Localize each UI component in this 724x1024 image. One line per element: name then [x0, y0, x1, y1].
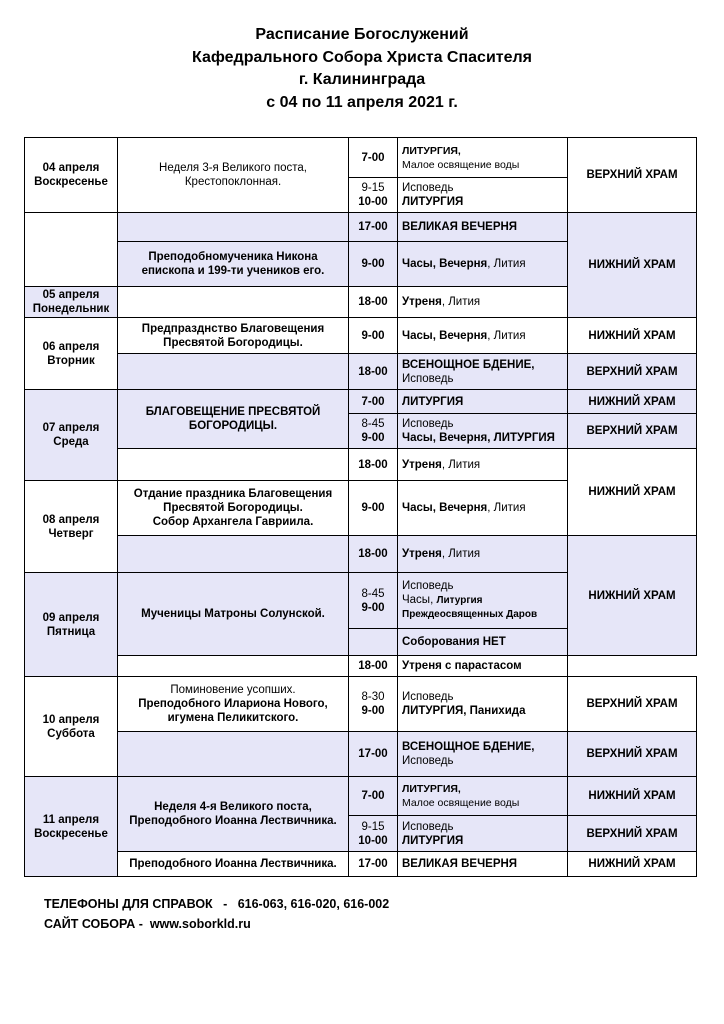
table-row — [25, 354, 697, 390]
cell-text: Утреня — [402, 296, 442, 308]
service-cell — [398, 852, 568, 877]
cell-text: 9-00 — [361, 705, 385, 717]
feast-cell — [118, 138, 349, 213]
feast-cell — [118, 242, 349, 287]
cell-text: 06 апреля — [42, 340, 100, 353]
service-cell — [398, 677, 568, 732]
cell-text: ВСЕНОЩНОЕ БДЕНИЕ, — [402, 741, 535, 753]
date-cell — [25, 287, 118, 318]
hall-cell — [568, 213, 697, 318]
title-line-4: с 04 по 11 апреля 2021 г. — [266, 93, 458, 111]
time-cell — [349, 318, 398, 354]
service-cell — [398, 287, 568, 318]
cell-text: Малое освящение воды — [402, 158, 520, 171]
service-cell — [398, 178, 568, 213]
date-cell — [25, 777, 118, 877]
cell-text: 17-00 — [358, 858, 388, 870]
cell-text: НИЖНИЙ ХРАМ — [588, 395, 676, 408]
feast-cell — [118, 777, 349, 852]
service-cell — [398, 354, 568, 390]
cell-text: НИЖНИЙ ХРАМ — [588, 259, 676, 271]
cell-text: Суббота — [47, 727, 95, 740]
cell-text: 8-45 — [361, 418, 385, 430]
feast-cell — [118, 656, 349, 677]
date-cell — [25, 138, 118, 213]
feast-cell — [118, 287, 349, 318]
feast-cell — [118, 390, 349, 449]
time-cell — [349, 354, 398, 390]
date-cell — [25, 213, 118, 287]
table-row — [25, 777, 697, 816]
service-cell — [398, 318, 568, 354]
cell-text: 9-00 — [361, 601, 385, 614]
feast-cell — [118, 318, 349, 354]
cell-text: Утреня — [402, 458, 442, 471]
time-cell — [349, 178, 398, 213]
cell-text: Неделя 3-я Великого поста, Крестопоклонная. — [159, 162, 307, 188]
time-cell — [349, 390, 398, 414]
feast-cell — [118, 354, 349, 390]
cell-text: Четверг — [48, 527, 94, 540]
cell-text: Неделя 4-я Великого поста, Преподобного Иоанна Лествичника. — [129, 801, 337, 827]
cell-text: 7-00 — [361, 395, 385, 408]
time-cell — [349, 629, 398, 656]
cell-text: 8-30 — [361, 691, 385, 703]
time-cell — [349, 138, 398, 178]
cell-text: 09 апреля — [42, 611, 100, 624]
cell-text: ЛИТУРГИЯ, — [402, 783, 461, 795]
cell-text: , Лития — [441, 548, 481, 560]
time-cell — [349, 677, 398, 732]
cell-text: Предпразднство Благовещения Пресвятой Богородицы. — [141, 322, 325, 349]
cell-text: 18-00 — [358, 365, 388, 378]
cell-text: Собор Архангела Гавриила. — [152, 516, 314, 528]
table-row — [25, 449, 697, 481]
time-cell — [349, 816, 398, 852]
cell-text: НИЖНИЙ ХРАМ — [588, 858, 676, 870]
cell-text: 18-00 — [358, 548, 388, 560]
hall-cell — [568, 449, 697, 536]
cell-text: Исповедь — [402, 820, 454, 833]
date-cell — [25, 677, 118, 777]
footer — [44, 894, 389, 934]
cell-text: ВЕРХНИЙ ХРАМ — [586, 827, 678, 840]
title-line-3: г. Калининграда — [298, 71, 426, 88]
cell-text: 10-00 — [358, 196, 388, 208]
cell-text: Утреня с парастасом — [402, 660, 522, 672]
cell-text: 9-00 — [361, 258, 385, 270]
cell-text: НИЖНИЙ ХРАМ — [588, 486, 676, 498]
service-cell — [398, 390, 568, 414]
cell-text: ЛИТУРГИЯ, Панихида — [402, 705, 526, 717]
cell-text: 7-00 — [361, 151, 385, 164]
cell-text: Пятница — [46, 625, 96, 638]
title-line-2: Кафедрального Собора Христа Спасителя — [191, 48, 533, 66]
cell-text: ВЕЛИКАЯ ВЕЧЕРНЯ — [402, 858, 518, 870]
date-cell — [25, 481, 118, 573]
time-cell — [349, 777, 398, 816]
cell-text: Малое освящение воды — [402, 797, 520, 809]
service-cell — [398, 816, 568, 852]
service-cell — [398, 629, 568, 656]
service-cell — [398, 573, 568, 629]
service-cell — [398, 414, 568, 449]
service-cell — [398, 656, 568, 677]
time-cell — [349, 287, 398, 318]
hall-cell — [568, 677, 697, 732]
cell-text: 9-15 — [361, 820, 385, 833]
service-cell — [398, 138, 568, 178]
hall-cell — [568, 318, 697, 354]
hall-cell — [568, 816, 697, 852]
hall-cell — [568, 732, 697, 777]
time-cell — [349, 414, 398, 449]
cell-text: НИЖНИЙ ХРАМ — [588, 329, 676, 342]
cell-text: ЛИТУРГИЯ — [402, 834, 464, 847]
phones-text: ТЕЛЕФОНЫ ДЛЯ СПРАВОК - 616-063, 616-020, 616-002 — [44, 897, 390, 911]
page-title — [0, 24, 724, 114]
cell-text: Преждеосвященных Даров — [402, 609, 538, 620]
cell-text: 17-00 — [358, 748, 388, 760]
cell-text: 10 апреля — [42, 713, 100, 726]
cell-text: 8-45 — [361, 587, 385, 600]
cell-text: Преподобного Илариона Нового, игумена Пеликитского. — [138, 698, 328, 724]
time-cell — [349, 656, 398, 677]
title-line-1: Расписание Богослужений — [255, 26, 469, 43]
time-cell — [349, 536, 398, 573]
cell-text: Исповедь — [402, 418, 454, 430]
service-cell — [398, 536, 568, 573]
cell-text: Воскресенье — [34, 827, 108, 840]
table-row — [25, 732, 697, 777]
cell-text: ВЕРХНИЙ ХРАМ — [586, 169, 678, 181]
table-row — [25, 213, 697, 242]
hall-cell — [568, 354, 697, 390]
hall-cell — [568, 390, 697, 414]
cell-text: Поминовение усопших. — [170, 684, 296, 696]
feast-cell — [118, 536, 349, 573]
feast-cell — [118, 732, 349, 777]
cell-text: ВСЕНОЩНОЕ БДЕНИЕ, — [402, 358, 535, 371]
time-cell — [349, 213, 398, 242]
table-row — [25, 852, 697, 877]
cell-text: Часы, Вечерня — [402, 258, 488, 270]
feast-cell — [118, 481, 349, 536]
service-cell — [398, 449, 568, 481]
cell-text: Исповедь — [402, 182, 454, 194]
hall-cell — [568, 852, 697, 877]
cell-text: Среда — [53, 436, 89, 448]
cell-text: Отдание праздника Благовещения Пресвятой Богородицы. — [133, 488, 333, 514]
cell-text: Преподобномученика Никона епископа и 199-ти учеников его. — [141, 251, 325, 277]
cell-text: Понедельник — [32, 303, 110, 315]
cell-text: ЛИТУРГИЯ — [402, 395, 464, 408]
cell-text: НИЖНИЙ ХРАМ — [588, 790, 676, 802]
cell-text: 08 апреля — [42, 513, 100, 526]
cell-text: Вторник — [47, 354, 95, 367]
cell-text: 9-15 — [361, 182, 385, 194]
hall-cell — [568, 777, 697, 816]
cell-text: Литургия — [436, 595, 483, 606]
cell-text: 10-00 — [358, 834, 388, 847]
feast-cell — [118, 573, 349, 656]
cell-text: Часы, Вечерня — [402, 329, 488, 342]
time-cell — [349, 481, 398, 536]
cell-text: 11 апреля — [42, 813, 100, 826]
cell-text: ВЕРХНИЙ ХРАМ — [586, 365, 678, 378]
cell-text: , Лития — [441, 458, 481, 471]
cell-text: Мученицы Матроны Солунской. — [141, 608, 325, 620]
cell-text: 18-00 — [358, 660, 388, 672]
service-cell — [398, 777, 568, 816]
cell-text: Исповедь — [402, 755, 454, 767]
table-row — [25, 318, 697, 354]
hall-cell — [568, 536, 697, 656]
date-text: 04 апреля — [42, 162, 100, 174]
cell-text: ВЕРХНИЙ ХРАМ — [586, 748, 678, 760]
date-cell — [25, 390, 118, 481]
cell-text: Преподобного Иоанна Лествичника. — [129, 858, 337, 870]
date-cell — [25, 573, 118, 677]
time-cell — [349, 573, 398, 629]
cell-text: 7-00 — [361, 790, 385, 802]
cell-text: Часы, Вечерня — [402, 502, 488, 514]
cell-text: 07 апреля — [42, 422, 100, 434]
table-row — [25, 390, 697, 414]
cell-text: Часы, — [402, 594, 434, 606]
site-link[interactable]: САЙТ СОБОРА - www.soborkld.ru — [44, 917, 251, 931]
cell-text: , Лития — [441, 296, 481, 308]
cell-text: ЛИТУРГИЯ, — [402, 144, 461, 157]
cell-text: 18-00 — [358, 458, 388, 471]
cell-text: ВЕЛИКАЯ ВЕЧЕРНЯ — [402, 221, 518, 233]
service-cell — [398, 242, 568, 287]
feast-cell — [118, 449, 349, 481]
feast-cell — [118, 677, 349, 732]
service-cell — [398, 213, 568, 242]
cell-text: 18-00 — [358, 296, 388, 308]
cell-text: НИЖНИЙ ХРАМ — [588, 589, 676, 602]
cell-text: 9-00 — [361, 432, 385, 444]
cell-text — [402, 593, 563, 608]
hall-cell — [568, 138, 697, 213]
table-row — [25, 656, 697, 677]
cell-text: Исповедь — [402, 580, 454, 592]
cell-text: , Лития — [487, 258, 526, 270]
time-cell — [349, 449, 398, 481]
weekday-text: Воскресенье — [34, 176, 108, 188]
feast-cell — [118, 852, 349, 877]
cell-text: БЛАГОВЕЩЕНИЕ ПРЕСВЯТОЙ БОГОРОДИЦЫ. — [145, 406, 321, 432]
cell-text: 9-00 — [361, 329, 385, 342]
cell-text: ВЕРХНИЙ ХРАМ — [586, 425, 678, 437]
time-cell — [349, 732, 398, 777]
table-row — [25, 677, 697, 732]
table-row — [25, 536, 697, 573]
cell-text: Часы, Вечерня, ЛИТУРГИЯ — [402, 432, 555, 444]
cell-text: 9-00 — [361, 502, 385, 514]
cell-text: 17-00 — [358, 221, 388, 233]
cell-text: Исповедь — [402, 372, 454, 385]
service-cell — [398, 732, 568, 777]
hall-cell — [568, 414, 697, 449]
cell-text: , Лития — [487, 329, 526, 342]
time-cell — [349, 852, 398, 877]
cell-text: Исповедь — [402, 691, 454, 703]
cell-text: , Лития — [487, 502, 526, 514]
cell-text: ЛИТУРГИЯ — [402, 196, 464, 208]
cell-text: Соборования НЕТ — [402, 636, 506, 648]
cell-text: Утреня — [402, 548, 442, 560]
time-cell — [349, 242, 398, 287]
cell-text: ВЕРХНИЙ ХРАМ — [586, 698, 678, 710]
feast-cell — [118, 213, 349, 242]
service-cell — [398, 481, 568, 536]
cell-text: 05 апреля — [42, 289, 100, 301]
table-row — [25, 138, 697, 178]
schedule-table — [24, 137, 697, 877]
date-cell — [25, 318, 118, 390]
